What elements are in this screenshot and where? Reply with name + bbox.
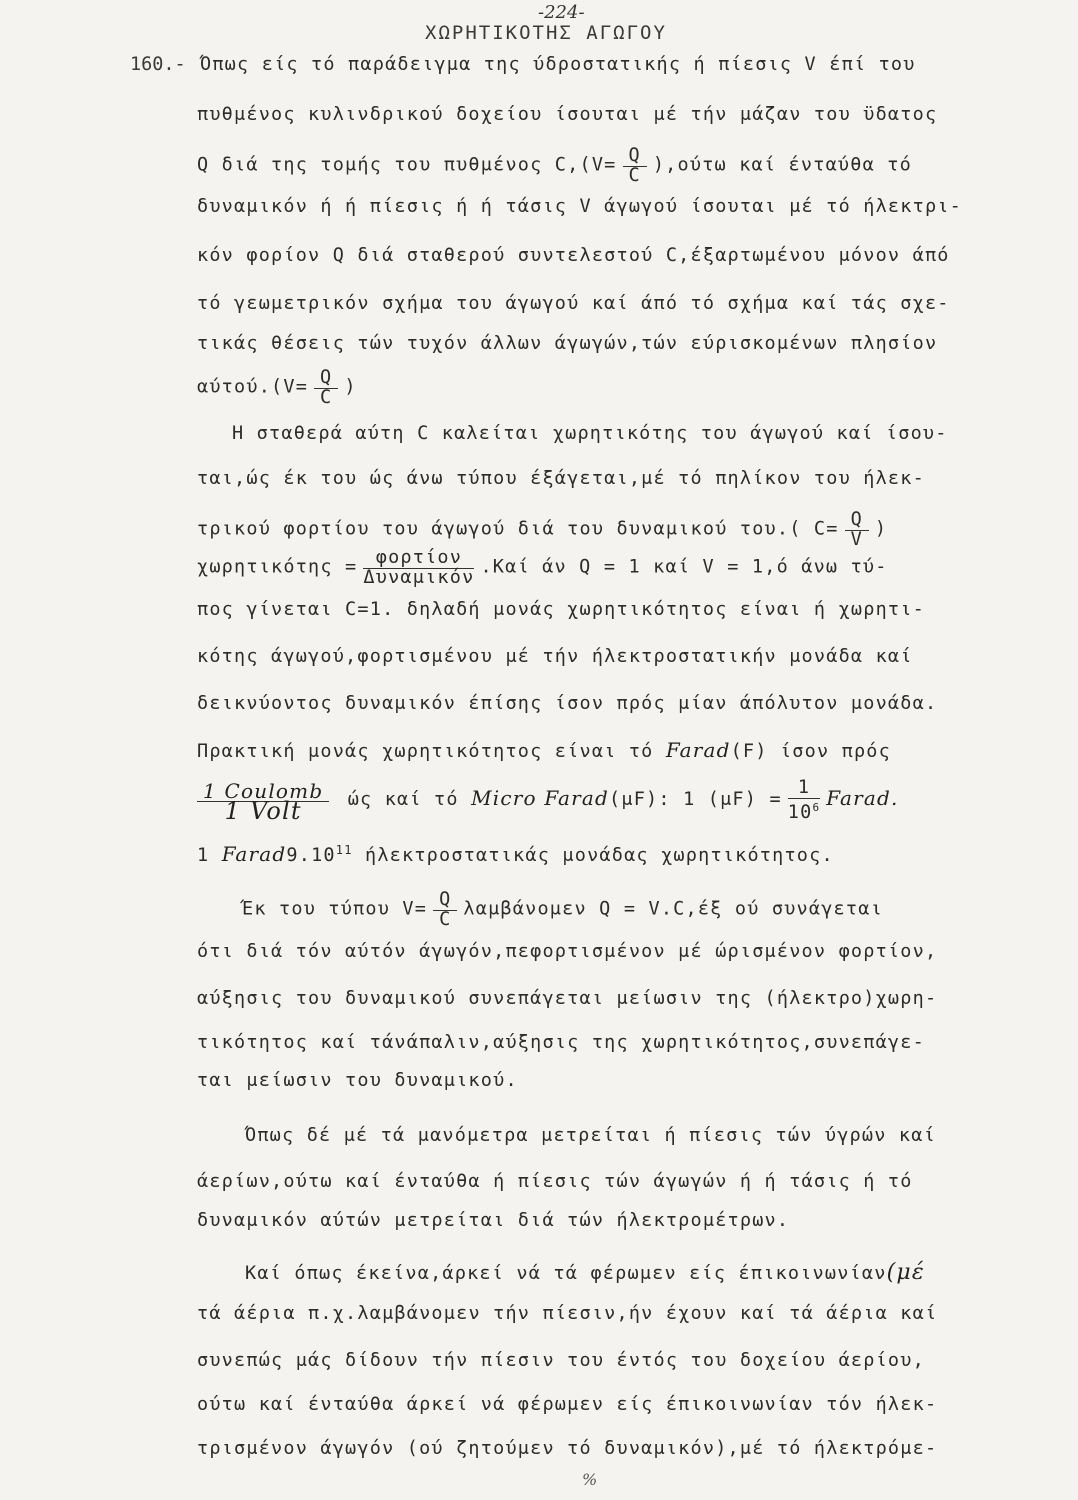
- section-number: 160.-: [130, 54, 186, 75]
- formula-fraction: $\frac{Q}{V}$: [845, 510, 869, 549]
- text-line: χωρητικότης = $\frac{\text{φορτίον}}{\text{Δυναμικόν}}$ .Καί άν Q = 1 καί V = 1,ό άνω τύ-: [197, 547, 888, 588]
- formula-fraction: $\frac{Q}{C}$: [433, 890, 457, 929]
- text-line: τό γεωμετρικόν σχήμα του άγωγού καί άπό τό σχήμα καί τάς σχε-: [197, 293, 950, 314]
- text-line: δυναμικόν αύτών μετρείται διά τών ήλεκτρομέτρων.: [197, 1210, 790, 1231]
- formula-fraction: $\frac{\text{1 Coulomb}}{\text{1 Volt}}$: [197, 781, 329, 820]
- page-header: ΧΩΡΗΤΙΚΟΤΗΣ ΑΓΩΓΟΥ: [425, 22, 667, 44]
- text-line: Όπως δέ μέ τά μανόμετρα μετρείται ή πίεσις τών ύγρών καί: [245, 1125, 936, 1146]
- handwritten-farad: Farad: [665, 738, 731, 762]
- text-line: αύτού.(V= $\frac{Q}{C}$ ): [197, 367, 357, 408]
- text-line: ότι διά τόν αύτόν άγωγόν,πεφορτισμένον μέ ώρισμένον φορτίον,: [197, 941, 938, 962]
- text-line: πυθμένος κυλινδρικού δοχείου ίσουται μέ τήν μάζαν του ϋδατος: [197, 104, 938, 125]
- text-line: Η σταθερά αύτη C καλείται χωρητικότης του άγωγού καί ίσου-: [232, 423, 948, 444]
- text-line: πος γίνεται C=1. δηλαδή μονάς χωρητικότητος είναι ή χωρητι-: [197, 599, 925, 620]
- text-line: δυναμικόν ή ή πίεσις ή ή τάσις V άγωγού ίσουται μέ τό ήλεκτρι-: [197, 196, 962, 217]
- formula-fraction: $\frac{Q}{C}$: [314, 368, 338, 407]
- text-line: δεικνύοντος δυναμικόν έπίσης ίσον πρός μίαν άπόλυτον μονάδα.: [197, 693, 938, 714]
- page-number: -224-: [538, 2, 585, 23]
- page-footer-mark: %: [582, 1470, 598, 1489]
- text-line: 1 Farad9.10$^{11}$ ήλεκτροστατικάς μονάδας χωρητικότητος.: [197, 842, 834, 866]
- text-line: τρικού φορτίου του άγωγού διά του δυναμικού του.( C= $\frac{Q}{V}$ ): [197, 509, 888, 550]
- text-line: $\frac{\text{1 Coulomb}}{\text{1 Volt}}$ ώς καί τό Micro Farad(μF): 1 (μF) = $\frac{1}{10^6}$ Farad.: [197, 778, 899, 822]
- text-line: ούτω καί ένταύθα άρκεί νά φέρωμεν είς έπικοινωνίαν τόν ήλεκ-: [197, 1394, 938, 1415]
- text-line: ται μείωσιν του δυναμικού.: [197, 1070, 518, 1091]
- text-line: τρισμένον άγωγόν (ού ζητούμεν τό δυναμικόν),μέ τό ήλεκτρόμε-: [197, 1438, 938, 1459]
- handwritten-insert: (μέ: [886, 1260, 925, 1285]
- text-line: τικότητος καί τάνάπαλιν,αύξησις της χωρητικότητος,συνεπάγε-: [197, 1032, 925, 1053]
- formula-fraction: $\frac{Q}{C}$: [623, 146, 647, 185]
- text-line: συνεπώς μάς δίδουν τήν πίεσιν του έντός του δοχείου άερίου,: [197, 1350, 925, 1371]
- text-line: τά άέρια π.χ.λαμβάνομεν τήν πίεσιν,ήν έχουν καί τά άέρια καί: [197, 1303, 938, 1324]
- text-line: τικάς θέσεις τών τυχόν άλλων άγωγών,τών εύρισκομένων πλησίον: [197, 333, 938, 354]
- formula-fraction: $\frac{\text{φορτίον}}{\text{Δυναμικόν}}$: [363, 547, 475, 588]
- text-line: αύξησις του δυναμικού συνεπάγεται μείωσιν της (ήλεκτρο)χωρη-: [197, 988, 938, 1009]
- text-line: κόν φορίον Q διά σταθερού συντελεστού C,έξαρτωμένου μόνον άπό: [197, 245, 950, 266]
- text-line: Πρακτική μονάς χωρητικότητος είναι τό Farad(F) ίσον πρός: [197, 738, 891, 762]
- text-line: άερίων,ούτω καί ένταύθα ή πίεσις τών άγωγών ή ή τάσις ή τό: [197, 1171, 913, 1192]
- text-line: κότης άγωγού,φορτισμένου μέ τήν ήλεκτροστατικήν μονάδα καί: [197, 646, 913, 667]
- text-line: Q διά της τομής του πυθμένος C,(V= $\frac{Q}{C}$ ),ούτω καί ένταύθα τό: [197, 145, 912, 186]
- text-line: Έκ του τύπου V= $\frac{Q}{C}$ λαμβάνομεν Q = V.C,έξ ού συνάγεται: [242, 889, 883, 930]
- text-line: Όπως είς τό παράδειγμα της ύδροστατικής ή πίεσις V έπί του: [200, 54, 916, 75]
- text-line: Καί όπως έκείνα,άρκεί νά τά φέρωμεν είς έπικοινωνίαν(μέ: [245, 1260, 925, 1285]
- handwritten-micro-farad: Micro Farad: [471, 786, 610, 811]
- text-line: ται,ώς έκ του ώς άνω τύπου έξάγεται,μέ τό πηλίκον του ήλεκ-: [197, 468, 925, 489]
- formula-fraction: $\frac{1}{10^6}$: [787, 777, 821, 824]
